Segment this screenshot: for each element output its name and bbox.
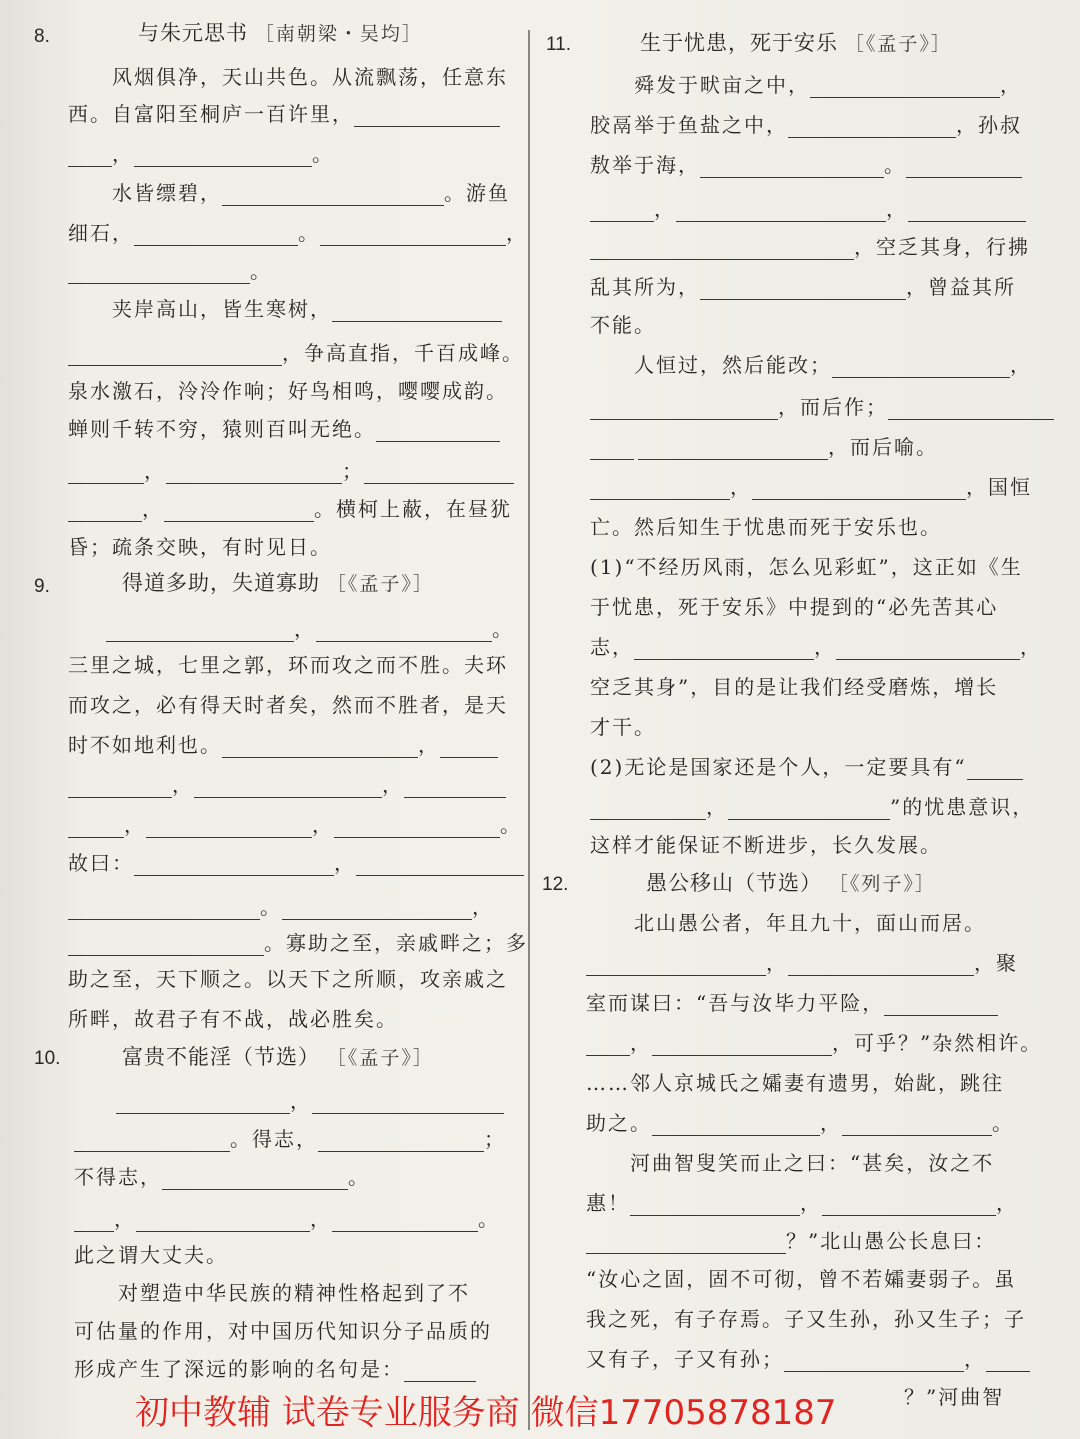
s10-line-1: ，	[116, 1088, 504, 1114]
s8-line-6: 。	[68, 258, 272, 284]
s10-line-7: 可估量的作用，对中国历代知识分子品质的	[74, 1319, 492, 1343]
answer-blank[interactable]	[652, 1033, 832, 1056]
title-12-text: 愚公移山（节选）	[646, 872, 822, 895]
s8-line-11: ， ；	[68, 458, 514, 484]
s8-line-3: ， 。	[68, 141, 334, 167]
answer-blank[interactable]	[906, 155, 1022, 178]
answer-blank[interactable]	[376, 419, 500, 442]
title-12-source: ［《列子》］	[828, 873, 936, 895]
answer-blank[interactable]	[68, 343, 282, 366]
answer-blank[interactable]	[908, 199, 1026, 222]
answer-blank[interactable]	[334, 815, 500, 838]
answer-blank[interactable]	[106, 619, 294, 642]
answer-blank[interactable]	[630, 1193, 800, 1216]
column-divider	[528, 30, 530, 1430]
s12-line-11: 我之死，有子存焉。子又生孙，孙又生子；子	[586, 1307, 1026, 1331]
s12-line-7: 河曲智叟笑而止之曰：“甚矣，汝之不	[630, 1151, 995, 1175]
answer-blank[interactable]	[68, 261, 250, 284]
s9-line-4: 时不如地利也。 ，	[68, 732, 498, 758]
answer-blank[interactable]	[652, 1113, 820, 1136]
answer-blank[interactable]	[752, 477, 966, 500]
answer-blank[interactable]	[166, 461, 342, 484]
answer-blank[interactable]	[634, 637, 814, 660]
title-11-text: 生于忧患，死于安乐	[640, 32, 838, 55]
answer-blank[interactable]	[586, 1231, 786, 1254]
answer-blank[interactable]	[700, 277, 906, 300]
title-9-text: 得道多助，失道寡助	[122, 572, 320, 595]
s9-line-10: 助之至，天下顺之。以天下之所顺，攻亲戚之	[68, 967, 508, 991]
answer-blank[interactable]	[842, 1113, 992, 1136]
answer-blank[interactable]	[116, 1091, 290, 1114]
s11-line-5: ，空乏其身，行拂	[590, 234, 1030, 260]
s11-line-4: ， ，	[590, 196, 1026, 222]
answer-blank[interactable]	[700, 155, 884, 178]
answer-blank[interactable]	[68, 897, 260, 920]
s8-line-1: 风烟俱净，天山共色。从流飘荡，任意东	[112, 65, 508, 89]
answer-blank[interactable]	[74, 1129, 230, 1152]
answer-blank[interactable]	[136, 1209, 310, 1232]
answer-blank[interactable]	[68, 815, 124, 838]
title-11-source: ［《孟子》］	[844, 33, 952, 55]
s12-line-9: ？”北山愚公长息曰：	[586, 1228, 996, 1254]
s11-line-11: ， ，国恒	[590, 474, 1032, 500]
answer-blank[interactable]	[354, 104, 500, 127]
s11-line-8: 人恒过，然后能改； ，	[634, 353, 1032, 377]
answer-blank[interactable]	[356, 853, 524, 876]
title-9-source: ［《孟子》］	[326, 573, 434, 595]
s10-line-5: 此之谓大丈夫。	[74, 1243, 228, 1267]
answer-blank[interactable]	[788, 953, 974, 976]
answer-blank[interactable]	[364, 461, 514, 484]
answer-blank[interactable]	[986, 1349, 1030, 1372]
s9-line-1: ， 。	[106, 616, 514, 642]
answer-blank[interactable]	[74, 1209, 114, 1232]
question-number-8: 8.	[34, 26, 50, 47]
answer-blank[interactable]	[404, 1359, 476, 1382]
answer-blank[interactable]	[194, 775, 382, 798]
answer-blank[interactable]	[967, 757, 1023, 780]
s12-line-6: 助之。 ， 。	[586, 1111, 1014, 1135]
answer-blank[interactable]	[832, 355, 1010, 378]
answer-blank[interactable]	[590, 237, 854, 260]
answer-blank[interactable]	[590, 199, 654, 222]
answer-blank[interactable]	[590, 397, 778, 420]
s11-line-3: 敖举于海， 。	[590, 152, 1022, 178]
answer-blank[interactable]	[318, 1129, 484, 1152]
question-number-11: 11.	[546, 34, 572, 55]
s11-q2-line-3: 这样才能保证不断进步，长久发展。	[590, 833, 942, 857]
s9-line-8: 。 ，	[68, 894, 494, 920]
s11-q1-line-4: 空乏其身”，目的是让我们经受磨炼，增长	[590, 675, 999, 699]
s8-line-9: 泉水激石，泠泠作响；好鸟相鸣，嘤嘤成韵。	[68, 379, 508, 403]
answer-blank[interactable]	[146, 815, 312, 838]
s11-line-1: 舜发于畎亩之中， ，	[634, 73, 1022, 97]
s9-line-2: 三里之城，七里之郭，环而攻之而不胜。夫环	[68, 653, 508, 677]
answer-blank[interactable]	[404, 775, 506, 798]
s9-line-6: ， ， 。	[68, 812, 522, 838]
s9-line-5: ， ，	[68, 772, 506, 798]
answer-blank[interactable]	[134, 144, 312, 167]
s9-line-7: 故曰： ，	[68, 850, 524, 876]
answer-blank[interactable]	[440, 735, 498, 758]
answer-blank[interactable]	[884, 993, 998, 1016]
s11-q2-line-2: ， ”的忧患意识，	[590, 794, 1034, 820]
s12-line-12: 又有子，子又有孙； ，	[586, 1346, 1030, 1372]
s8-line-5: 细石， 。 ，	[68, 221, 528, 245]
title-10-source: ［《孟子》］	[326, 1047, 434, 1069]
s11-q1-line-5: 才干。	[590, 715, 656, 739]
answer-blank[interactable]	[810, 75, 1000, 98]
answer-blank[interactable]	[312, 1091, 504, 1114]
s12-line-13: ？”河曲智	[904, 1385, 1005, 1409]
answer-blank[interactable]	[586, 1033, 630, 1056]
s10-line-4: ， ， 。	[74, 1206, 500, 1232]
answer-blank[interactable]	[332, 299, 502, 322]
title-9	[122, 570, 434, 598]
title-11	[640, 30, 952, 58]
answer-blank[interactable]	[162, 1167, 348, 1190]
answer-blank[interactable]	[676, 199, 886, 222]
s10-line-3: 不得志， 。	[74, 1165, 370, 1189]
s9-line-3: 而攻之，必有得天时者矣，然而不胜者，是天	[68, 693, 508, 717]
s12-line-3: 室而谋曰：“吾与汝毕力平险，	[586, 990, 998, 1016]
s11-line-6: 乱其所为， ，曾益其所	[590, 275, 1016, 299]
answer-blank[interactable]	[728, 797, 890, 820]
s8-line-4: 水皆缥碧， 。游鱼	[112, 181, 510, 205]
title-12	[646, 870, 936, 898]
answer-blank[interactable]	[68, 499, 142, 522]
s11-line-7: 不能。	[590, 313, 656, 337]
answer-blank[interactable]	[222, 735, 418, 758]
title-10	[122, 1044, 434, 1072]
s11-q2-line-1: (2)无论是国家还是个人，一定要具有“	[590, 754, 1023, 780]
answer-blank[interactable]	[68, 461, 144, 484]
answer-blank[interactable]	[590, 437, 634, 460]
s11-q1-line-3: 志， ， ，	[590, 635, 1042, 659]
s12-line-5: ……邻人京城氏之孀妻有遗男，始龀，跳往	[586, 1071, 1004, 1095]
question-number-9: 9.	[34, 576, 50, 597]
s12-line-8: 惠！ ， ，	[586, 1191, 1018, 1215]
s11-line-2: 胶鬲举于鱼盐之中， ，孙叔	[590, 113, 1022, 137]
answer-blank[interactable]	[68, 933, 264, 956]
answer-blank[interactable]	[134, 853, 334, 876]
answer-blank[interactable]	[164, 499, 314, 522]
s11-line-12: 亡。然后知生于忧患而死于安乐也。	[590, 515, 942, 539]
s12-line-2: ， ，聚	[586, 950, 1018, 976]
answer-blank[interactable]	[822, 1193, 996, 1216]
answer-blank[interactable]	[68, 144, 112, 167]
s11-line-10: ，而后喻。	[590, 434, 938, 460]
s9-line-9: 。寡助之至，亲戚畔之；多	[68, 930, 528, 956]
question-number-10: 10.	[34, 1048, 61, 1069]
s11-line-9: ，而后作；	[590, 394, 1054, 420]
s10-line-6: 对塑造中华民族的精神性格起到了不	[118, 1281, 470, 1305]
s8-line-12: ， 。横柯上蔽，在昼犹	[68, 496, 512, 522]
s8-line-10: 蝉则千转不穷，猿则百叫无绝。	[68, 416, 500, 442]
s8-line-13: 昏；疏条交映，有时见日。	[68, 535, 332, 559]
answer-blank[interactable]	[68, 775, 172, 798]
s11-q1-line-1: (1)“不经历风雨，怎么见彩虹”，这正如《生	[590, 555, 1023, 579]
s12-line-10: “汝心之固，固不可彻，曾不若孀妻弱子。虽	[586, 1267, 1017, 1291]
title-8-source: ［南朝梁・吴均］	[254, 23, 423, 45]
s11-q1-line-2: 于忧患，死于安乐》中提到的“必先苦其心	[590, 595, 999, 619]
s8-line-8: ，争高直指，千百成峰。	[68, 340, 524, 366]
answer-blank[interactable]	[222, 183, 444, 206]
s12-line-4: ， ，可乎？”杂然相许。	[586, 1030, 1042, 1056]
s9-line-11: 所畔，故君子有不战，战必胜矣。	[68, 1007, 398, 1031]
title-8-text: 与朱元思书	[138, 22, 248, 45]
answer-blank[interactable]	[586, 953, 766, 976]
answer-blank[interactable]	[638, 437, 828, 460]
s12-line-1: 北山愚公者，年且九十，面山而居。	[634, 911, 986, 935]
answer-blank[interactable]	[332, 1209, 478, 1232]
answer-blank[interactable]	[888, 397, 1054, 420]
answer-blank[interactable]	[282, 897, 472, 920]
title-8	[138, 20, 423, 48]
answer-blank[interactable]	[134, 223, 298, 246]
answer-blank[interactable]	[590, 797, 706, 820]
question-number-12: 12.	[542, 874, 569, 895]
watermark-text: 初中教辅 试卷专业服务商 微信17705878187	[135, 1393, 837, 1433]
answer-blank[interactable]	[788, 115, 956, 138]
s8-line-7: 夹岸高山，皆生寒树，	[112, 296, 502, 322]
s8-line-2: 西。自富阳至桐庐一百许里，	[68, 101, 500, 127]
answer-blank[interactable]	[590, 477, 730, 500]
s10-line-8: 形成产生了深远的影响的名句是：	[74, 1356, 476, 1382]
answer-blank[interactable]	[784, 1349, 964, 1372]
title-10-text: 富贵不能淫（节选）	[122, 1046, 320, 1069]
answer-blank[interactable]	[320, 223, 506, 246]
answer-blank[interactable]	[316, 619, 492, 642]
s10-line-2: 。得志， ；	[74, 1126, 506, 1152]
answer-blank[interactable]	[836, 637, 1020, 660]
